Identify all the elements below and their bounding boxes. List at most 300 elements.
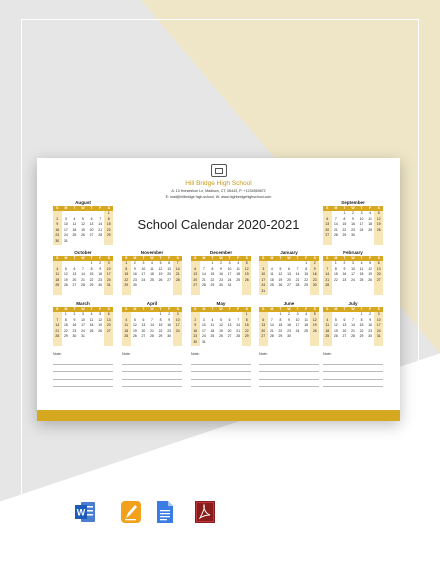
calendar-day: 8: [334, 266, 337, 271]
calendar-day: 27: [191, 283, 200, 289]
weekday-header: W: [148, 307, 157, 312]
calendar-document: [37, 158, 400, 421]
empty-day-cell: [70, 239, 79, 245]
calendar-day: 17: [374, 323, 383, 329]
calendar-day: 5: [82, 216, 84, 221]
weekday-header: T: [70, 256, 79, 261]
empty-day-cell: [217, 340, 226, 346]
calendar-day: 24: [104, 278, 113, 284]
school-logo-icon: [211, 164, 227, 177]
calendar-day: 23: [167, 328, 172, 333]
calendar-day: 25: [122, 334, 131, 340]
calendar-day: 21: [333, 227, 338, 232]
school-contact: E: mail@hillbridge high.school, W: www.highbridgehighschool.com: [165, 194, 272, 199]
calendar-day: 6: [168, 261, 171, 265]
month-january: [259, 250, 319, 295]
calendar-day: 21: [351, 328, 355, 333]
calendar-day: 17: [227, 272, 232, 277]
empty-day-cell: [173, 289, 182, 295]
calendar-day: 30: [191, 340, 200, 346]
calendar-day: 26: [278, 283, 283, 288]
calendar-day: 14: [81, 272, 85, 277]
school-header: [37, 164, 400, 199]
calendar-day: 12: [278, 272, 283, 277]
calendar-day: 30: [53, 239, 62, 245]
calendar-day: 19: [81, 227, 85, 232]
weekday-header: S: [323, 307, 332, 312]
calendar-day: 18: [269, 277, 274, 282]
calendar-day: 16: [132, 272, 137, 277]
calendar-day: 7: [82, 266, 84, 271]
calendar-day: 6: [259, 318, 268, 324]
calendar-day: 2: [168, 312, 171, 316]
calendar-day: 2: [220, 261, 222, 265]
calendar-day: 29: [63, 334, 68, 339]
calendar-day: 5: [310, 312, 319, 318]
calendar-day: 5: [64, 266, 67, 271]
calendar-day: 14: [201, 272, 206, 277]
empty-day-cell: [173, 340, 182, 346]
calendar-day: 13: [342, 323, 347, 328]
calendar-day: 3: [352, 261, 354, 265]
calendar-day: 29: [158, 334, 163, 339]
month-name: June: [283, 301, 295, 306]
calendar-day: 26: [368, 277, 373, 282]
weekday-header: W: [349, 256, 358, 261]
calendar-day: 12: [98, 317, 103, 322]
month-grid: [53, 256, 113, 295]
calendar-day: 18: [304, 323, 309, 328]
calendar-day: 28: [150, 334, 154, 339]
empty-day-cell: [234, 289, 243, 295]
calendar-day: 14: [333, 222, 338, 227]
calendar-day: 14: [323, 272, 332, 278]
calendar-day: 31: [227, 283, 232, 288]
empty-day-cell: [268, 289, 277, 295]
calendar-day: 5: [334, 317, 337, 322]
calendar-day: 8: [343, 216, 346, 221]
note-line: [259, 379, 319, 380]
month-grid: [122, 256, 182, 295]
calendar-day: 22: [89, 277, 94, 282]
calendar-day: 19: [158, 272, 163, 277]
calendar-day: 9: [168, 317, 171, 322]
calendar-day: 9: [99, 266, 102, 271]
school-address: A: 10 Horseshoe Ln, Madison, CT, 06443, P: +1234569872: [171, 188, 266, 193]
notes-label: Note:: [323, 352, 332, 356]
note-line: [259, 371, 319, 372]
calendar-day: 15: [278, 323, 283, 328]
calendar-day: 6: [228, 317, 231, 322]
weekday-header: S: [173, 307, 182, 312]
calendar-day: 17: [104, 272, 113, 278]
calendar-day: 6: [90, 216, 93, 221]
pages-icon[interactable]: [120, 500, 140, 524]
calendar-day: 22: [333, 277, 338, 282]
calendar-day: 17: [63, 227, 68, 232]
calendar-day: 13: [167, 266, 172, 271]
calendar-day: 13: [323, 222, 332, 228]
calendar-day: 15: [158, 323, 163, 328]
calendar-day: 25: [304, 328, 309, 333]
calendar-day: 9: [133, 266, 136, 271]
weekday-header: T: [340, 206, 349, 211]
weekday-header: S: [104, 206, 113, 211]
calendar-day: 10: [374, 318, 383, 324]
calendar-day: 16: [191, 329, 200, 335]
calendar-day: 30: [368, 334, 373, 339]
calendar-day: 25: [72, 233, 77, 238]
calendar-day: 11: [323, 323, 332, 329]
empty-day-cell: [96, 340, 105, 346]
calendar-day: 6: [343, 317, 346, 322]
calendar-day: 10: [81, 317, 85, 322]
calendar-day: 29: [242, 334, 251, 340]
calendar-day: 1: [242, 312, 251, 318]
calendar-day: 6: [323, 217, 332, 223]
calendar-day: 5: [374, 211, 383, 217]
calendar-day: 15: [333, 272, 338, 277]
calendar-day: 1: [64, 312, 67, 316]
calendar-day: 15: [104, 222, 113, 228]
weekday-header: M: [332, 206, 341, 211]
empty-day-cell: [208, 340, 217, 346]
calendar-day: 20: [259, 329, 268, 335]
empty-day-cell: [225, 289, 234, 295]
empty-day-cell: [302, 289, 311, 295]
calendar-day: 22: [122, 278, 131, 284]
empty-day-cell: [366, 340, 375, 346]
weekday-header: W: [349, 307, 358, 312]
empty-day-cell: [293, 340, 302, 346]
calendar-day: 20: [72, 277, 77, 282]
calendar-day: 4: [323, 318, 332, 324]
calendar-day: 12: [158, 266, 163, 271]
calendar-day: 4: [90, 312, 93, 316]
month-name: November: [140, 250, 164, 255]
calendar-day: 19: [98, 323, 103, 328]
month-grid: [323, 307, 383, 346]
month-august: [53, 200, 113, 245]
empty-day-cell: [79, 239, 88, 245]
calendar-day: 5: [220, 317, 222, 322]
calendar-day: 4: [305, 312, 308, 316]
month-name: January: [280, 250, 298, 255]
calendar-day: 22: [63, 328, 68, 333]
calendar-day: 9: [191, 323, 200, 329]
calendar-day: 6: [73, 266, 76, 271]
weekday-header: T: [293, 307, 302, 312]
calendar-day: 18: [359, 272, 364, 277]
empty-day-cell: [332, 239, 341, 245]
empty-day-cell: [96, 239, 105, 245]
calendar-day: 7: [334, 216, 337, 221]
weekday-header: T: [225, 307, 234, 312]
empty-day-cell: [285, 340, 294, 346]
calendar-day: 31: [81, 334, 85, 339]
calendar-day: 3: [64, 216, 67, 221]
calendar-day: 21: [236, 328, 241, 333]
empty-day-cell: [242, 340, 251, 346]
notes-section: [122, 352, 182, 387]
calendar-day: 31: [259, 289, 268, 295]
calendar-day: 3: [104, 261, 113, 267]
calendar-day: 17: [351, 272, 355, 277]
note-line: [191, 386, 251, 387]
empty-day-cell: [70, 289, 79, 295]
calendar-day: 24: [63, 233, 68, 238]
calendar-day: 31: [201, 339, 206, 344]
calendar-day: 19: [310, 323, 319, 329]
weekday-header: W: [217, 256, 226, 261]
empty-day-cell: [104, 289, 113, 295]
calendar-day: 3: [259, 267, 268, 273]
empty-day-cell: [340, 289, 349, 295]
empty-day-cell: [148, 289, 157, 295]
empty-day-cell: [53, 340, 62, 346]
calendar-day: 24: [173, 329, 182, 335]
calendar-day: 16: [368, 323, 373, 328]
calendar-day: 16: [287, 323, 291, 328]
calendar-day: 15: [342, 222, 347, 227]
notes-label: Note:: [259, 352, 268, 356]
weekday-header: T: [293, 256, 302, 261]
weekday-header: T: [139, 256, 148, 261]
weekday-header: W: [148, 256, 157, 261]
empty-day-cell: [131, 289, 140, 295]
weekday-header: T: [276, 256, 285, 261]
month-april: [122, 301, 182, 346]
calendar-day: 22: [242, 329, 251, 335]
calendar-day: 11: [53, 272, 62, 278]
empty-day-cell: [62, 289, 71, 295]
empty-day-cell: [259, 340, 268, 346]
calendar-day: 25: [150, 277, 154, 282]
weekday-header: M: [131, 307, 140, 312]
calendar-day: 1: [159, 312, 162, 316]
calendar-day: 3: [228, 261, 231, 265]
calendar-day: 8: [90, 266, 93, 271]
calendar-day: 24: [351, 277, 355, 282]
empty-day-cell: [357, 239, 366, 245]
calendar-day: 25: [236, 277, 241, 282]
calendar-day: 4: [211, 317, 214, 322]
calendar-day: 22: [304, 277, 309, 282]
calendar-day: 4: [151, 261, 153, 265]
weekday-header: S: [122, 307, 131, 312]
month-name: August: [75, 200, 91, 205]
notes-label: Note:: [122, 352, 131, 356]
calendar-day: 19: [278, 277, 283, 282]
empty-day-cell: [122, 340, 131, 346]
calendar-day: 18: [89, 323, 94, 328]
calendar-day: 21: [323, 278, 332, 284]
weekday-header: T: [87, 307, 96, 312]
calendar-day: 21: [98, 227, 103, 232]
calendar-day: 9: [310, 267, 319, 273]
weekday-header: S: [53, 307, 62, 312]
calendar-day: 5: [99, 312, 102, 316]
calendar-day: 13: [141, 323, 146, 328]
month-grid: [259, 256, 319, 295]
calendar-day: 31: [374, 334, 383, 340]
calendar-day: 28: [269, 334, 274, 339]
weekday-header: S: [374, 206, 383, 211]
calendar-day: 13: [374, 267, 383, 273]
calendar-day: 2: [310, 261, 319, 267]
calendar-day: 4: [53, 267, 62, 273]
month-grid: [122, 307, 182, 346]
calendar-day: 27: [287, 283, 291, 288]
calendar-day: 28: [98, 233, 103, 238]
calendar-day: 3: [296, 312, 299, 316]
calendar-day: 14: [351, 323, 355, 328]
calendar-day: 19: [219, 328, 223, 333]
calendar-day: 24: [81, 328, 85, 333]
note-line: [53, 379, 113, 380]
calendar-day: 19: [333, 328, 338, 333]
weekday-header: T: [340, 256, 349, 261]
calendar-day: 13: [287, 272, 291, 277]
weekday-header: T: [357, 307, 366, 312]
calendar-day: 2: [343, 261, 346, 265]
calendar-day: 30: [351, 233, 355, 238]
calendar-day: 3: [82, 312, 84, 316]
calendar-day: 18: [368, 222, 373, 227]
pdf-icon[interactable]: [194, 500, 214, 524]
empty-day-cell: [53, 289, 62, 295]
weekday-header: S: [310, 307, 319, 312]
calendar-day: 27: [259, 334, 268, 340]
calendar-day: 24: [227, 277, 232, 282]
weekday-header: S: [259, 307, 268, 312]
empty-day-cell: [323, 340, 332, 346]
calendar-day: 16: [342, 272, 347, 277]
calendar-day: 23: [351, 227, 355, 232]
note-line: [53, 386, 113, 387]
calendar-day: 6: [191, 267, 200, 273]
empty-day-cell: [148, 340, 157, 346]
calendar-day: 23: [53, 233, 62, 239]
calendar-day: 10: [201, 323, 206, 328]
empty-day-cell: [200, 289, 209, 295]
calendar-day: 5: [159, 261, 162, 265]
calendar-day: 3: [360, 211, 363, 215]
weekday-header: S: [374, 307, 383, 312]
calendar-day: 19: [63, 277, 68, 282]
month-grid: [323, 206, 383, 245]
calendar-day: 12: [132, 323, 137, 328]
calendar-day: 11: [270, 272, 274, 277]
calendar-day: 23: [368, 328, 373, 333]
month-name: April: [146, 301, 158, 306]
weekday-header: M: [62, 206, 71, 211]
calendar-day: 27: [72, 283, 77, 288]
calendar-day: 20: [323, 228, 332, 234]
calendar-day: 4: [369, 211, 372, 215]
weekday-header: M: [332, 256, 341, 261]
google-docs-icon[interactable]: [155, 500, 175, 524]
calendar-day: 18: [72, 227, 77, 232]
weekday-header: T: [225, 256, 234, 261]
calendar-day: 28: [351, 334, 355, 339]
calendar-day: 21: [150, 328, 154, 333]
calendar-day: 20: [167, 272, 172, 277]
weekday-header: T: [340, 307, 349, 312]
empty-day-cell: [293, 289, 302, 295]
empty-day-cell: [340, 340, 349, 346]
calendar-day: 13: [89, 222, 94, 227]
note-line: [122, 371, 182, 372]
calendar-day: 8: [242, 318, 251, 324]
calendar-day: 22: [158, 328, 163, 333]
calendar-day: 20: [141, 328, 146, 333]
school-name: Hill Bridge High School: [185, 180, 252, 187]
empty-day-cell: [349, 239, 358, 245]
weekday-header: S: [242, 256, 251, 261]
weekday-header: S: [173, 256, 182, 261]
empty-day-cell: [349, 340, 358, 346]
calendar-day: 11: [89, 317, 94, 322]
calendar-day: 8: [122, 267, 131, 273]
weekday-header: S: [242, 307, 251, 312]
calendar-day: 1: [334, 261, 337, 265]
calendar-day: 28: [236, 334, 241, 339]
notes-section: [323, 352, 383, 387]
calendar-day: 15: [122, 272, 131, 278]
empty-day-cell: [122, 289, 131, 295]
month-grid: [323, 256, 383, 295]
calendar-day: 16: [98, 272, 103, 277]
empty-day-cell: [139, 289, 148, 295]
empty-day-cell: [165, 289, 174, 295]
calendar-day: 30: [132, 283, 137, 288]
word-icon[interactable]: [74, 500, 94, 524]
format-icons: [0, 500, 440, 524]
calendar-day: 11: [122, 323, 131, 329]
calendar-day: 12: [63, 272, 68, 277]
calendar-day: 29: [89, 283, 94, 288]
note-line: [323, 371, 383, 372]
calendar-day: 17: [81, 323, 85, 328]
empty-day-cell: [366, 239, 375, 245]
calendar-day: 11: [236, 266, 240, 271]
calendar-day: 11: [210, 323, 215, 328]
calendar-day: 25: [53, 283, 62, 289]
empty-day-cell: [374, 289, 383, 295]
note-line: [323, 379, 383, 380]
empty-day-cell: [156, 289, 165, 295]
calendar-day: 30: [287, 334, 291, 339]
calendar-day: 25: [323, 334, 332, 340]
weekday-header: F: [366, 256, 375, 261]
weekday-header: F: [96, 206, 105, 211]
empty-day-cell: [79, 289, 88, 295]
calendar-day: 8: [305, 266, 308, 271]
calendar-day: 13: [72, 272, 77, 277]
calendar-day: 12: [374, 217, 383, 223]
calendar-day: 15: [63, 323, 68, 328]
calendar-day: 28: [53, 334, 62, 340]
calendar-day: 10: [63, 222, 68, 227]
calendar-day: 27: [141, 334, 146, 339]
calendar-day: 18: [122, 329, 131, 335]
weekday-header: T: [87, 206, 96, 211]
weekday-header: F: [165, 256, 174, 261]
calendar-title: School Calendar 2020-2021: [137, 217, 300, 232]
month-october: [53, 250, 113, 295]
weekday-header: S: [323, 256, 332, 261]
